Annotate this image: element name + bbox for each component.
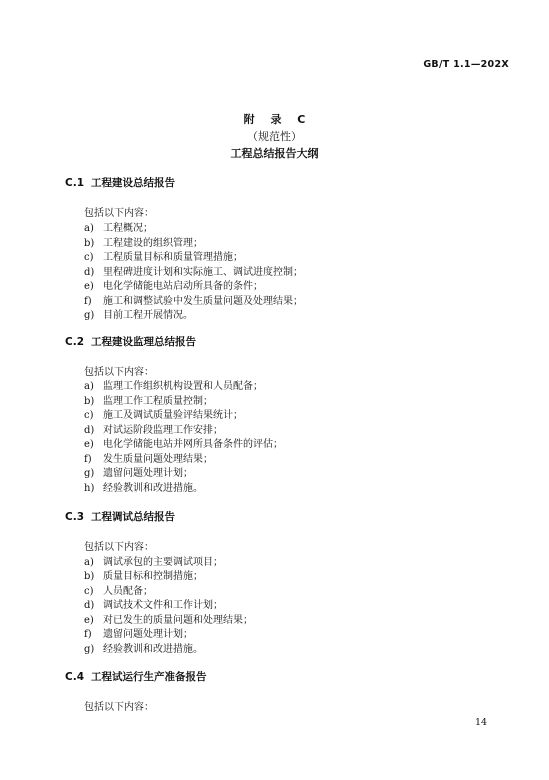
- appendix-type: （规范性）: [247, 130, 302, 143]
- appendix-title: 工程总结报告大纲: [230, 147, 319, 160]
- list-text: 人员配备；: [103, 585, 153, 597]
- list-text: 工程质量目标和质量管理措施；: [103, 252, 243, 263]
- list-item: [84, 392, 213, 407]
- list-marker: c): [84, 252, 94, 263]
- appendix-label: 附 录 C: [243, 113, 312, 126]
- list-marker: e): [84, 281, 94, 292]
- list-text: 发生质量问题处理结果；: [103, 453, 213, 465]
- list-item: [84, 406, 243, 421]
- list-text: 对试运阶段监理工作安排；: [103, 424, 223, 436]
- list-text: 质量目标和控制措施；: [103, 571, 203, 582]
- list-text: 遗留问题处理计划；: [103, 468, 193, 479]
- list-marker: a): [84, 223, 94, 234]
- page-number: 14: [475, 717, 488, 728]
- list-text: 里程碑进度计划和实际施工、调试进度控制；: [103, 266, 303, 278]
- list-item: [84, 421, 223, 436]
- list-marker: c): [84, 410, 94, 421]
- list-item: [84, 292, 303, 307]
- list-marker: b): [84, 571, 95, 582]
- list-text: 调试承包的主要调试项目；: [103, 556, 223, 568]
- list-marker: f): [84, 295, 92, 307]
- list-marker: e): [84, 614, 94, 626]
- list-text: 监理工作工程质量控制；: [103, 395, 213, 407]
- list-marker: b): [84, 395, 95, 407]
- list-item: [84, 464, 193, 479]
- list-text: 工程建设的组织管理；: [103, 237, 203, 249]
- section-heading: [65, 175, 175, 190]
- list-marker: c): [84, 585, 94, 597]
- list-marker: d): [84, 600, 95, 611]
- list-text: 电化学储能电站并网所具备条件的评估；: [103, 439, 283, 450]
- list-text: 工程概况；: [103, 223, 153, 234]
- list-text: 经验教训和改进措施。: [103, 482, 203, 494]
- section-heading: [65, 509, 175, 524]
- list-item: [84, 625, 193, 640]
- list-marker: h): [84, 482, 95, 494]
- section-intro: 包括以下内容：: [84, 367, 154, 378]
- list-marker: d): [84, 266, 95, 278]
- list-item: [84, 611, 253, 626]
- list-item: [84, 640, 203, 655]
- list-item: [84, 582, 153, 597]
- list-item: [84, 219, 153, 234]
- list-text: 施工及调试质量验评结果统计；: [103, 410, 243, 421]
- list-marker: g): [84, 310, 95, 321]
- list-item: [84, 306, 193, 321]
- list-text: 经验教训和改进措施。: [103, 643, 203, 655]
- list-text: 目前工程开展情况。: [103, 310, 193, 321]
- appendix-heading: [0, 111, 549, 162]
- list-item: [84, 596, 223, 611]
- section-number: C.3: [65, 511, 85, 523]
- standard-code: GB/T 1.1—202X: [423, 59, 509, 70]
- list-item: [84, 450, 213, 465]
- list-marker: a): [84, 556, 94, 568]
- list-item: [84, 234, 203, 249]
- section-intro: 包括以下内容：: [84, 542, 154, 553]
- section-title: 工程建设监理总结报告: [91, 336, 196, 348]
- list-marker: g): [84, 468, 95, 479]
- list-text: 监理工作组织机构设置和人员配备；: [103, 381, 263, 392]
- list-text: 对已发生的质量问题和处理结果；: [103, 614, 253, 626]
- section-number: C.1: [65, 177, 85, 189]
- list-marker: g): [84, 643, 95, 655]
- list-marker: b): [84, 237, 95, 249]
- list-item: [84, 277, 263, 292]
- list-marker: f): [84, 629, 92, 640]
- section-heading: [65, 334, 196, 349]
- list-marker: a): [84, 381, 94, 392]
- section-number: C.4: [65, 671, 85, 683]
- list-marker: d): [84, 424, 95, 436]
- section-title: 工程调试总结报告: [91, 511, 175, 523]
- section-title: 工程建设总结报告: [91, 177, 175, 189]
- section-intro: 包括以下内容：: [84, 208, 154, 219]
- list-item: [84, 553, 223, 568]
- list-text: 遗留问题处理计划；: [103, 629, 193, 640]
- list-item: [84, 567, 203, 582]
- list-text: 施工和调整试验中发生质量问题及处理结果；: [103, 295, 303, 307]
- list-item: [84, 248, 243, 263]
- list-item: [84, 377, 263, 392]
- list-item: [84, 263, 303, 278]
- section-title: 工程试运行生产准备报告: [91, 671, 207, 683]
- list-marker: e): [84, 439, 94, 450]
- section-heading: [65, 669, 207, 684]
- list-text: 电化学储能电站启动所具备的条件；: [103, 281, 263, 292]
- section-number: C.2: [65, 336, 85, 348]
- list-text: 调试技术文件和工作计划；: [103, 600, 223, 611]
- list-marker: f): [84, 453, 92, 465]
- list-item: [84, 479, 203, 494]
- list-item: [84, 435, 283, 450]
- section-intro: 包括以下内容：: [84, 702, 154, 713]
